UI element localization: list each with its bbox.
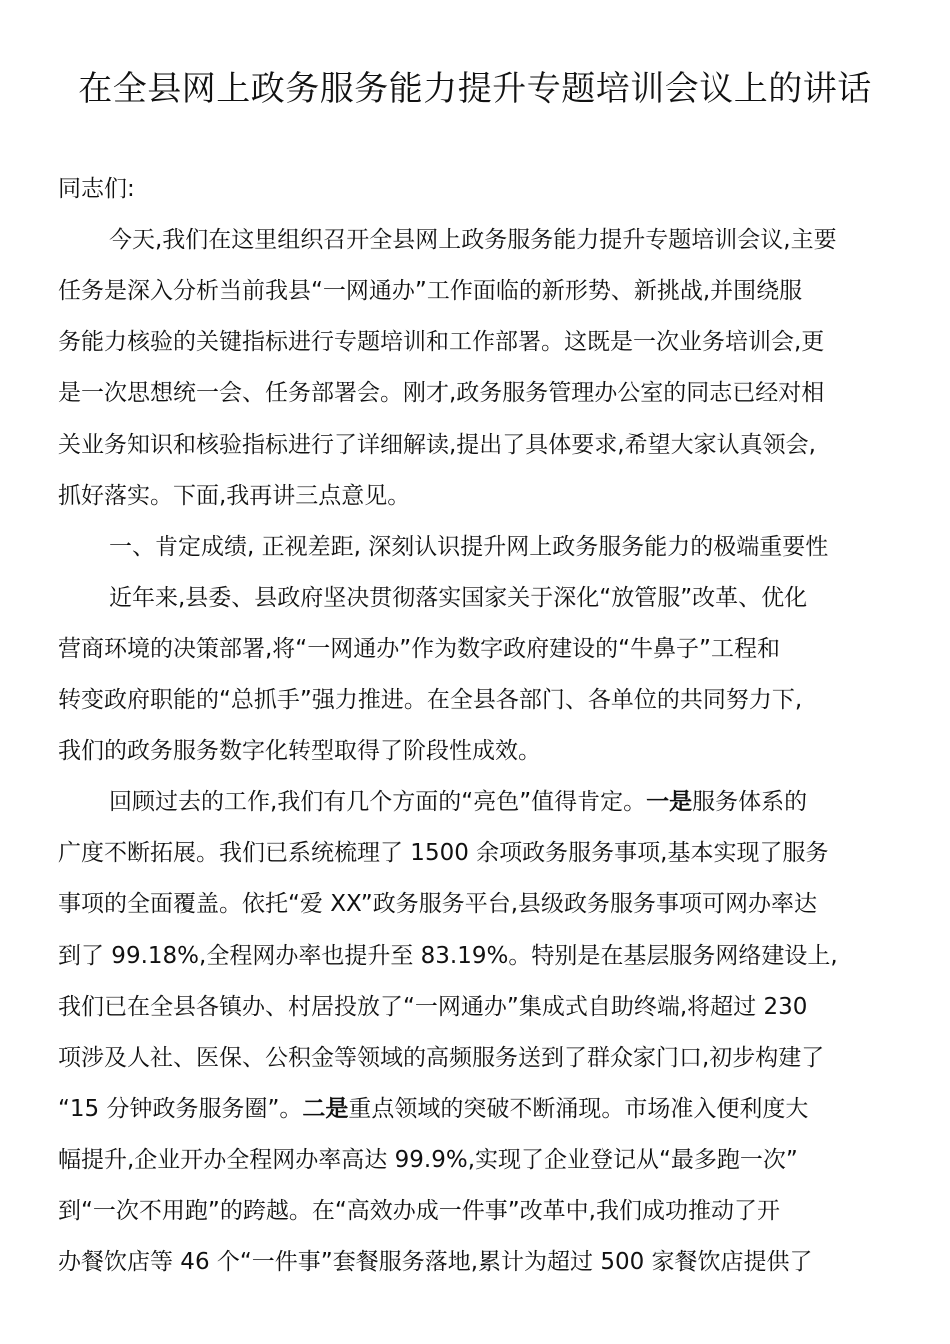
text-line — [58, 479, 410, 513]
text-line — [58, 1245, 813, 1279]
line-text: 今天,我们在这里组织召开全县网上政务服务能力提升专题培训会议,主要 — [109, 227, 837, 253]
line-text: 到了 99.18%,全程网办率也提升至 83.19%。特别是在基层服务网络建设上, — [58, 943, 838, 969]
line-text: 近年来,县委、县政府坚决贯彻落实国家关于深化“放管服”改革、优化 — [109, 585, 808, 611]
text-line — [58, 1092, 808, 1126]
text-line — [58, 836, 828, 870]
text-line — [58, 939, 838, 973]
line-text: 广度不断拓展。我们已系统梳理了 1500 余项政务服务事项,基本实现了服务 — [58, 840, 829, 866]
text-line — [109, 581, 807, 615]
emphasis-text: 二是 — [302, 1096, 349, 1122]
text-line — [58, 990, 807, 1024]
line-text: 项涉及人社、医保、公积金等领域的高频服务送到了群众家门口,初步构建了 — [58, 1045, 825, 1071]
line-text: 我们的政务服务数字化转型取得了阶段性成效。 — [58, 738, 541, 764]
line-text: 务能力核验的关键指标进行专题培训和工作部署。这既是一次业务培训会,更 — [58, 329, 825, 355]
line-text: 营商环境的决策部署,将“一网通办”作为数字政府建设的“牛鼻子”工程和 — [58, 636, 780, 662]
line-text: 同志们: — [58, 176, 135, 202]
line-text: 任务是深入分析当前我县“一网通办”工作面临的新形势、新挑战,并围绕服 — [58, 278, 803, 304]
line-text: 幅提升,企业开办全程网办率高达 99.9%,实现了企业登记从“最多跑一次” — [58, 1147, 798, 1173]
text-line — [58, 734, 541, 768]
line-text: “15 分钟政务服务圈”。 — [58, 1096, 303, 1122]
line-text: 关业务知识和核验指标进行了详细解读,提出了具体要求,希望大家认真领会, — [58, 432, 816, 458]
line-text: 一、肯定成绩, 正视差距, 深刻认识提升网上政务服务能力的极端重要性 — [109, 534, 829, 560]
text-line — [58, 683, 802, 717]
text-line — [58, 1041, 824, 1075]
page-title: 在全县网上政务服务能力提升专题培训会议上的讲话 — [78, 69, 872, 109]
emphasis-text: 一是 — [646, 789, 693, 815]
line-text: 是一次思想统一会、任务部署会。刚才,政务服务管理办公室的同志已经对相 — [58, 380, 825, 406]
text-line — [58, 325, 824, 359]
line-text: 我们已在全县各镇办、村居投放了“一网通办”集成式自助终端,将超过 230 — [58, 994, 808, 1020]
line-text: 事项的全面覆盖。依托“爱 XX”政务服务平台,县级政务服务事项可网办率达 — [58, 891, 818, 917]
text-line — [109, 530, 828, 564]
text-line — [58, 428, 816, 462]
line-text: 回顾过去的工作,我们有几个方面的“亮色”值得肯定。 — [109, 789, 647, 815]
text-line — [58, 172, 135, 206]
line-text: 办餐饮店等 46 个“一件事”套餐服务落地,累计为超过 500 家餐饮店提供了 — [58, 1249, 813, 1275]
text-line — [109, 223, 837, 257]
line-text: 转变政府职能的“总抓手”强力推进。在全县各部门、各单位的共同努力下, — [58, 687, 803, 713]
line-text: 服务体系的 — [692, 789, 808, 815]
line-text: 到“一次不用跑”的跨越。在“高效办成一件事”改革中,我们成功推动了开 — [58, 1198, 780, 1224]
text-line — [58, 1143, 798, 1177]
line-text: 抓好落实。下面,我再讲三点意见。 — [58, 483, 411, 509]
text-line — [58, 887, 817, 921]
text-line — [58, 274, 802, 308]
text-line — [58, 376, 824, 410]
text-line — [58, 1194, 780, 1228]
line-text: 重点领域的突破不断涌现。市场准入便利度大 — [348, 1096, 809, 1122]
text-line — [109, 785, 807, 819]
text-line — [58, 632, 780, 666]
